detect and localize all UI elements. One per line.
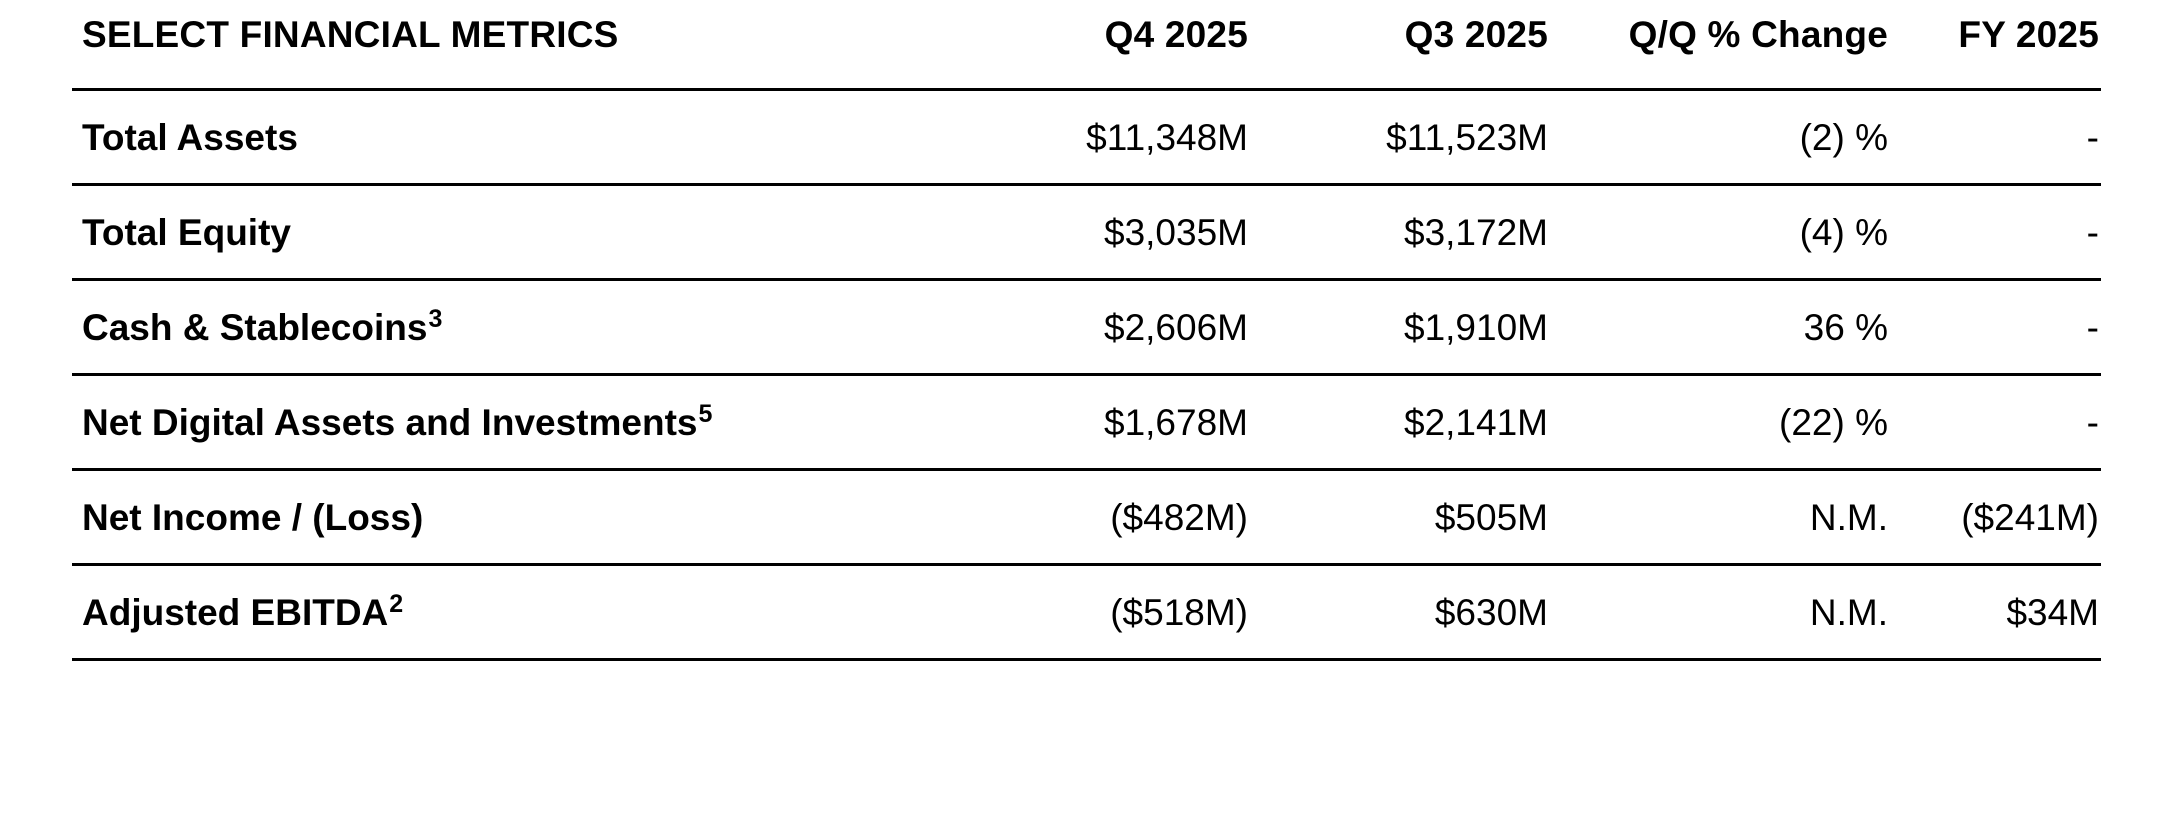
table-row — [72, 280, 2101, 375]
table-row — [72, 470, 2101, 565]
table-row — [72, 185, 2101, 280]
cell-q3: $2,141M — [1252, 375, 1552, 470]
cell-q3: $1,910M — [1252, 280, 1552, 375]
cell-q3: $505M — [1252, 470, 1552, 565]
row-label-text: Total Assets — [82, 117, 298, 158]
cell-qq: (2) % — [1552, 90, 1892, 185]
row-label — [72, 375, 952, 470]
row-label-text: Net Digital Assets and Investments — [82, 402, 698, 443]
table-row — [72, 375, 2101, 470]
cell-q3: $630M — [1252, 565, 1552, 660]
cell-qq: 36 % — [1552, 280, 1892, 375]
cell-qq: (22) % — [1552, 375, 1892, 470]
column-header-metrics: SELECT FINANCIAL METRICS — [82, 14, 619, 55]
table-row — [72, 565, 2101, 660]
table-row — [72, 90, 2101, 185]
table-header — [72, 14, 2101, 90]
cell-q4: $2,606M — [952, 280, 1252, 375]
column-header-qq-pct-change: Q/Q % Change — [1628, 14, 1888, 55]
cell-fy: $34M — [1892, 565, 2101, 660]
cell-fy: ($241M) — [1892, 470, 2101, 565]
row-label-text: Cash & Stablecoins — [82, 307, 428, 348]
cell-q4: $1,678M — [952, 375, 1252, 470]
select-financial-metrics-table — [72, 14, 2101, 661]
table-body — [72, 90, 2101, 660]
cell-qq: N.M. — [1552, 470, 1892, 565]
row-footnote-marker: 2 — [389, 589, 404, 618]
column-header-q4-2025: Q4 2025 — [1104, 14, 1248, 55]
cell-fy: - — [1892, 185, 2101, 280]
cell-q3: $3,172M — [1252, 185, 1552, 280]
row-footnote-marker: 3 — [428, 304, 443, 333]
cell-fy: - — [1892, 90, 2101, 185]
column-header-fy-2025: FY 2025 — [1958, 14, 2099, 55]
row-label — [72, 90, 952, 185]
cell-q4: $3,035M — [952, 185, 1252, 280]
row-label — [72, 470, 952, 565]
cell-qq: (4) % — [1552, 185, 1892, 280]
cell-fy: - — [1892, 375, 2101, 470]
table-header-row — [72, 14, 2101, 90]
row-footnote-marker: 5 — [698, 399, 713, 428]
row-label-text: Adjusted EBITDA — [82, 592, 389, 633]
row-label-text: Total Equity — [82, 212, 291, 253]
cell-qq: N.M. — [1552, 565, 1892, 660]
cell-q4: $11,348M — [952, 90, 1252, 185]
cell-q4: ($482M) — [952, 470, 1252, 565]
cell-q3: $11,523M — [1252, 90, 1552, 185]
row-label — [72, 280, 952, 375]
row-label — [72, 565, 952, 660]
row-label — [72, 185, 952, 280]
cell-fy: - — [1892, 280, 2101, 375]
column-header-q3-2025: Q3 2025 — [1404, 14, 1548, 55]
cell-q4: ($518M) — [952, 565, 1252, 660]
row-label-text: Net Income / (Loss) — [82, 497, 424, 538]
